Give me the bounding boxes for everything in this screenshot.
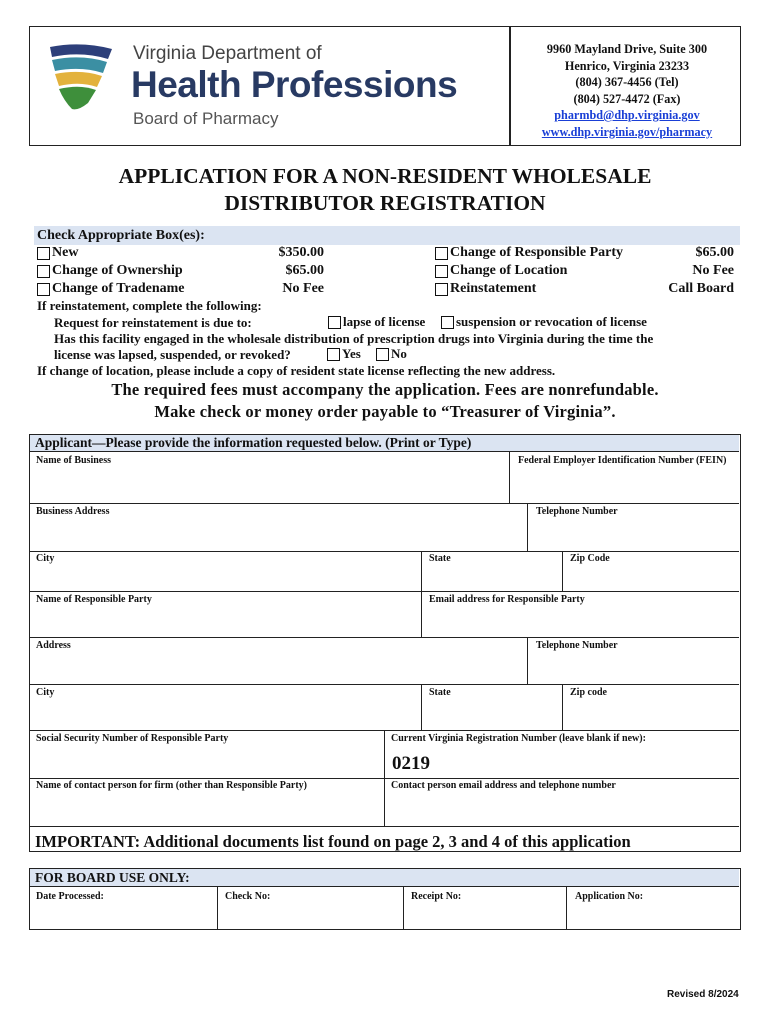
col-divider [562,684,563,730]
title-line: DISTRIBUTOR REGISTRATION [224,191,546,215]
row-divider [30,551,739,552]
label-date-processed: Date Processed: [36,891,104,902]
contact-block [514,41,740,140]
agency-name: Health Professions [131,64,458,105]
check-heading: Check Appropriate Box(es): [34,226,740,245]
row-divider [30,826,739,827]
title-line: APPLICATION FOR A NON-RESIDENT WHOLESALE [118,164,652,188]
col-divider [527,503,528,551]
option-new[interactable] [37,244,78,262]
label-zip: Zip Code [570,553,610,564]
option-label: suspension or revocation of license [456,314,647,329]
checkbox[interactable] [441,316,454,329]
option-label: No [391,346,407,361]
option-reinstatement[interactable] [435,280,536,298]
letterhead [29,26,741,146]
col-divider [421,684,422,730]
label-application-no: Application No: [575,891,644,902]
label-city: City [36,553,55,564]
label-telephone: Telephone Number [536,506,618,517]
label-responsible-email: Email address for Responsible Party [429,594,585,605]
option-suspension[interactable] [441,313,647,331]
checkbox[interactable] [328,316,341,329]
reinstatement-intro: If reinstatement, complete the following: [37,298,262,313]
label-registration-number: Current Virginia Registration Number (leave blank if new): [391,733,646,744]
option-change-ownership[interactable] [37,262,183,280]
address-line: Henrico, Virginia 23233 [564,58,690,73]
option-change-responsible-party[interactable] [435,244,623,262]
header-divider [509,27,511,145]
col-divider [421,551,422,591]
col-divider [403,887,404,929]
option-label: Yes [342,346,361,361]
col-divider [566,887,567,929]
label-fein: Federal Employer Identification Number (FEIN) [518,455,727,466]
fee-reinstatement: Call Board [668,281,734,296]
label-zip-2: Zip code [570,687,607,698]
applicant-section [29,434,741,852]
board-use-section [29,868,741,930]
board-name: Board of Pharmacy [133,109,279,128]
col-divider [527,637,528,684]
label-city-2: City [36,687,55,698]
row-divider [30,451,739,452]
fee-change-ownership: $65.00 [285,263,324,278]
col-divider [384,730,385,778]
important-note: IMPORTANT: Additional documents list found on page 2, 3 and 4 of this application [35,832,631,851]
fee-change-responsible-party: $65.00 [695,245,734,260]
location-note: If change of location, please include a copy of resident state license reflecting the new address. [37,363,556,378]
label-contact-email: Contact person email address and telephone number [391,780,616,791]
form-title [0,163,770,217]
checkbox[interactable] [37,247,50,260]
option-yes[interactable] [327,345,361,363]
label-telephone-2: Telephone Number [536,640,618,651]
board-heading: FOR BOARD USE ONLY: [30,869,739,887]
col-divider [509,451,510,503]
label-address: Address [36,640,71,651]
row-divider [30,591,739,592]
checkbox[interactable] [327,348,340,361]
label-contact-person: Name of contact person for firm (other than Responsible Party) [36,780,307,791]
option-change-tradename[interactable] [37,280,184,298]
checkbox[interactable] [37,265,50,278]
option-label: Change of Responsible Party [450,245,624,260]
fax-line: (804) 527-4472 (Fax) [573,91,681,106]
option-label: Change of Tradename [52,281,185,296]
col-divider [421,591,422,637]
row-divider [30,503,739,504]
dhp-logo-icon [48,41,114,113]
option-label: lapse of license [343,314,426,329]
option-lapse[interactable] [328,313,425,331]
checkbox[interactable] [435,265,448,278]
label-state: State [429,553,451,564]
fee-change-tradename: No Fee [282,281,324,296]
email-link[interactable]: pharmbd@dhp.virginia.gov [554,108,700,122]
notice-line: The required fees must accompany the application. Fees are nonrefundable. [111,380,659,399]
fee-new: $350.00 [278,245,324,260]
option-change-location[interactable] [435,262,567,280]
notice-line: Make check or money order payable to “Treasurer of Virginia”. [154,402,616,421]
label-state-2: State [429,687,451,698]
option-label: Change of Ownership [52,263,183,278]
label-responsible-party: Name of Responsible Party [36,594,152,605]
label-check-no: Check No: [225,891,271,902]
label-business-address: Business Address [36,506,110,517]
row-divider [30,684,739,685]
registration-number-value: 0219 [392,753,430,774]
revision-date: Revised 8/2024 [667,989,739,1000]
col-divider [384,778,385,826]
dept-name: Virginia Department of [133,43,322,64]
reinstatement-question-cont: license was lapsed, suspended, or revoked? [54,347,291,362]
row-divider [30,637,739,638]
label-receipt-no: Receipt No: [411,891,462,902]
checkbox[interactable] [435,247,448,260]
checkbox[interactable] [37,283,50,296]
phone-line: (804) 367-4456 (Tel) [575,75,679,89]
label-ssn: Social Security Number of Responsible Party [36,733,229,744]
address-line: 9960 Mayland Drive, Suite 300 [546,42,708,56]
applicant-heading: Applicant—Please provide the information requested below. (Print or Type) [30,435,739,451]
col-divider [217,887,218,929]
website-link[interactable]: www.dhp.virginia.gov/pharmacy [541,124,713,139]
col-divider [562,551,563,591]
option-label: Change of Location [450,263,568,278]
reinstatement-request-label: Request for reinstatement is due to: [54,315,252,330]
option-no[interactable] [376,345,407,363]
checkbox[interactable] [435,283,448,296]
checkbox[interactable] [376,348,389,361]
fee-change-location: No Fee [692,263,734,278]
label-business-name: Name of Business [36,455,112,466]
reinstatement-question: Has this facility engaged in the wholesale distribution of prescription drugs into Virginia during the time the [54,331,654,346]
option-label: Reinstatement [450,281,537,296]
fee-notice [0,379,770,423]
option-label: New [52,245,79,260]
